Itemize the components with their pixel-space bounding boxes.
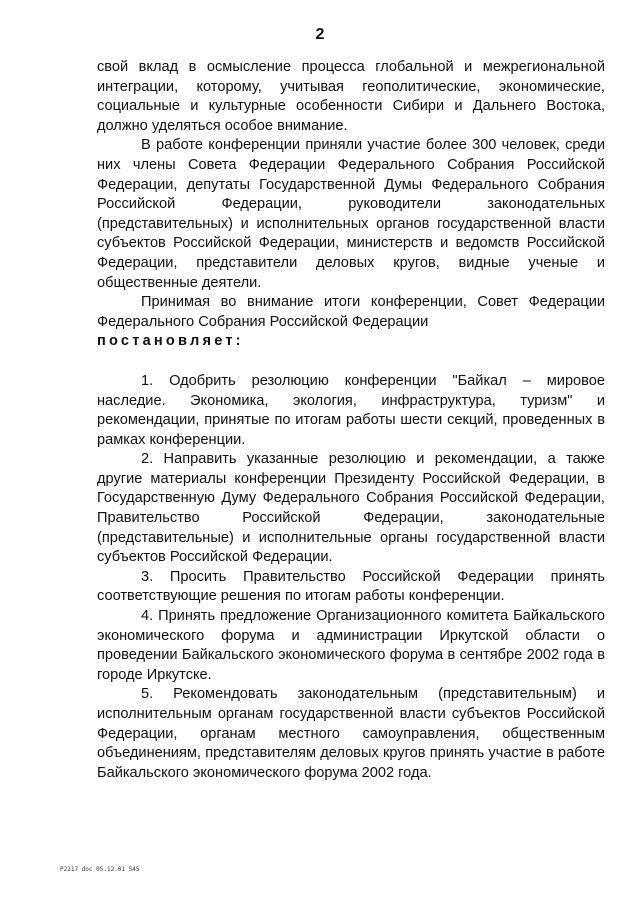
resolution-item-4: 4. Принять предложение Организационного комитета Байкальского экономического форума и администрации Иркутской области о проведении Байкальского экономического форума в сентябре 2002 года в городе Иркутске. bbox=[97, 608, 605, 683]
resolution-item-5: 5. Рекомендовать законодательным (представительным) и исполнительным органам государственной власти субъектов Российской Федерации, органам местного самоуправления, общественным объединениям, представителям деловых кругов принять участие в работе Байкальского экономического форума 2002 года. bbox=[97, 686, 605, 781]
page-number: 2 bbox=[315, 26, 325, 43]
footer-document-code: P2217 doc 05.12.01 545 bbox=[60, 866, 140, 873]
paragraph-participants: В работе конференции приняли участие более 300 человек, среди них члены Совета Федерации Федерального Собрания Российской Федерации, депутаты Государственной Думы Федерального Собрания Российской Федерации, руководители законодательных (представительных) и исполнительных органов государственной власти субъектов Российской Федерации, министерств и ведомств Российской Федерации, представители деловых кругов, видные ученые и общественные деятели. bbox=[97, 137, 605, 291]
resolution-keyword: постановляет: bbox=[97, 333, 244, 350]
resolution-item-1: 1. Одобрить резолюцию конференции "Байкал – мировое наследие. Экономика, экология, инфраструктура, туризм" и рекомендации, принятые по итогам работы шести секций, проведенных в рамках конференции. bbox=[97, 372, 605, 448]
resolution-item-3: 3. Просить Правительство Российской Федерации принять соответствующие решения по итогам работы конференции. bbox=[97, 568, 605, 605]
document-body bbox=[97, 58, 605, 783]
paragraph-preamble: Принимая во внимание итоги конференции, Совет Федерации Федерального Собрания Российской Федерации bbox=[97, 294, 605, 330]
paragraph-intro-continuation: свой вклад в осмысление процесса глобальной и межрегиональной интеграции, которому, учитывая геополитические, экономические, социальные и культурные особенности Сибири и Дальнего Востока, должно уделяться особое внимание. bbox=[97, 59, 605, 134]
resolution-item-2: 2. Направить указанные резолюцию и рекомендации, а также другие материалы конференции Президенту Российской Федерации, в Государственную Думу Федерального Собрания Российской Федерации, Правительство Российской Федерации, законодательные (представительные) и исполнительные органы государственной власти субъектов Российской Федерации. bbox=[97, 451, 605, 566]
